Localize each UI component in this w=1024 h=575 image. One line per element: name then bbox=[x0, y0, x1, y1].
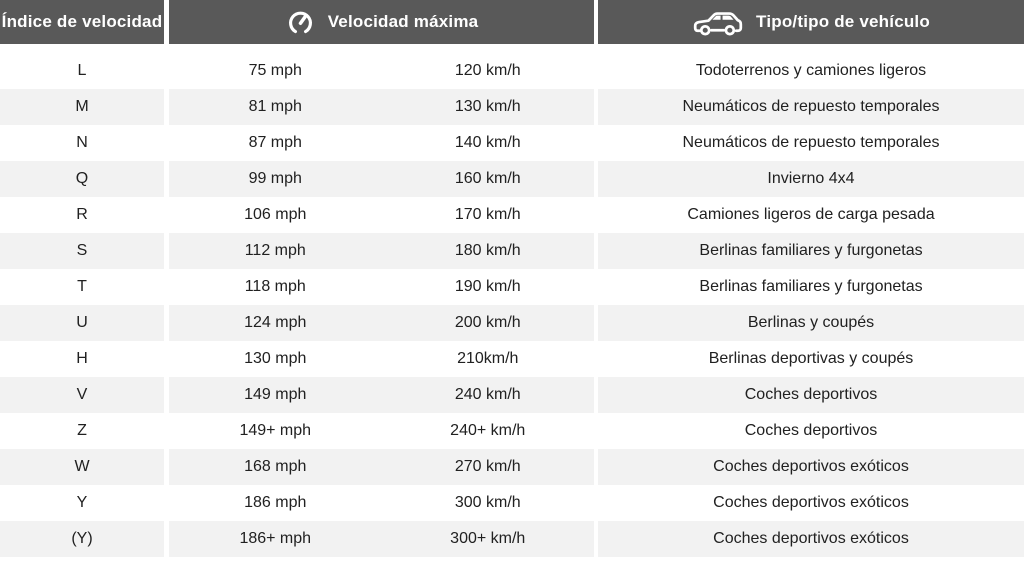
speed-mph: 168 mph bbox=[244, 458, 307, 475]
vehicle-type-cell: Berlinas y coupés bbox=[598, 305, 1024, 341]
vehicle-type-cell: Invierno 4x4 bbox=[598, 161, 1024, 197]
speed-index-cell: L bbox=[0, 53, 164, 89]
speed-index-cell: Z bbox=[0, 413, 164, 449]
speed-mph: 87 mph bbox=[248, 134, 302, 151]
vehicle-type-cell: Coches deportivos exóticos bbox=[598, 521, 1024, 557]
vehicle-type-cell: Todoterrenos y camiones ligeros bbox=[598, 53, 1024, 89]
vehicle-type-cell: Berlinas familiares y furgonetas bbox=[598, 233, 1024, 269]
header-max-speed bbox=[169, 0, 594, 44]
speed-mph: 130 mph bbox=[244, 350, 307, 367]
table-row bbox=[0, 413, 1024, 449]
table-row bbox=[0, 89, 1024, 125]
max-speed-cell bbox=[169, 125, 594, 161]
speed-kmh: 300+ km/h bbox=[450, 530, 526, 547]
speed-kmh: 300 km/h bbox=[454, 494, 521, 511]
speed-index-cell: S bbox=[0, 233, 164, 269]
speed-mph: 124 mph bbox=[244, 314, 307, 331]
speed-mph: 112 mph bbox=[244, 242, 306, 259]
speed-kmh: 170 km/h bbox=[454, 206, 521, 223]
speed-index-cell: (Y) bbox=[0, 521, 164, 557]
table-row bbox=[0, 377, 1024, 413]
speed-index-cell: Y bbox=[0, 485, 164, 521]
header-vehicle-type-label: Tipo/tipo de vehículo bbox=[756, 12, 930, 31]
speed-kmh: 190 km/h bbox=[454, 278, 521, 295]
speed-index-cell: M bbox=[0, 89, 164, 125]
speed-mph: 106 mph bbox=[244, 206, 307, 223]
vehicle-type-cell: Camiones ligeros de carga pesada bbox=[598, 197, 1024, 233]
vehicle-type-cell: Coches deportivos bbox=[598, 377, 1024, 413]
speed-kmh: 130 km/h bbox=[454, 98, 521, 115]
header-max-speed-label: Velocidad máxima bbox=[327, 12, 479, 31]
speed-index-cell: R bbox=[0, 197, 164, 233]
table-row bbox=[0, 485, 1024, 521]
header-vehicle-type bbox=[598, 0, 1024, 44]
speed-mph: 186+ mph bbox=[239, 530, 312, 547]
speed-kmh: 120 km/h bbox=[454, 62, 521, 79]
speed-mph: 186 mph bbox=[244, 494, 307, 511]
car-icon bbox=[692, 7, 744, 38]
speed-mph: 81 mph bbox=[248, 98, 302, 115]
speed-mph: 149+ mph bbox=[239, 422, 312, 439]
max-speed-cell bbox=[169, 413, 594, 449]
speed-index-cell: H bbox=[0, 341, 164, 377]
speed-mph: 149 mph bbox=[244, 386, 307, 403]
max-speed-cell bbox=[169, 161, 594, 197]
table-row bbox=[0, 305, 1024, 341]
vehicle-type-cell: Coches deportivos exóticos bbox=[598, 449, 1024, 485]
table-row bbox=[0, 53, 1024, 89]
speed-index-cell: W bbox=[0, 449, 164, 485]
vehicle-type-cell: Berlinas deportivas y coupés bbox=[598, 341, 1024, 377]
max-speed-cell bbox=[169, 89, 594, 125]
vehicle-type-cell: Coches deportivos bbox=[598, 413, 1024, 449]
speed-index-cell: Q bbox=[0, 161, 164, 197]
speed-mph: 75 mph bbox=[248, 62, 302, 79]
table-row bbox=[0, 341, 1024, 377]
speed-kmh: 210km/h bbox=[457, 350, 519, 367]
vehicle-type-cell: Neumáticos de repuesto temporales bbox=[598, 89, 1024, 125]
max-speed-cell bbox=[169, 197, 594, 233]
speed-kmh: 160 km/h bbox=[454, 170, 521, 187]
table-row bbox=[0, 197, 1024, 233]
header-speed-index-label: Índice de velocidad bbox=[1, 12, 163, 31]
table-row bbox=[0, 125, 1024, 161]
max-speed-cell bbox=[169, 485, 594, 521]
max-speed-cell bbox=[169, 377, 594, 413]
table-row bbox=[0, 449, 1024, 485]
vehicle-type-cell: Berlinas familiares y furgonetas bbox=[598, 269, 1024, 305]
table-row bbox=[0, 269, 1024, 305]
max-speed-cell bbox=[169, 521, 594, 557]
max-speed-cell bbox=[169, 449, 594, 485]
speed-kmh: 270 km/h bbox=[454, 458, 521, 475]
table-row bbox=[0, 161, 1024, 197]
speed-kmh: 200 km/h bbox=[454, 314, 521, 331]
max-speed-cell bbox=[169, 53, 594, 89]
vehicle-type-cell: Neumáticos de repuesto temporales bbox=[598, 125, 1024, 161]
speed-kmh: 240+ km/h bbox=[450, 422, 526, 439]
max-speed-cell bbox=[169, 305, 594, 341]
max-speed-cell bbox=[169, 269, 594, 305]
speed-kmh: 180 km/h bbox=[454, 242, 521, 259]
speed-index-cell: V bbox=[0, 377, 164, 413]
speed-index-cell: N bbox=[0, 125, 164, 161]
speed-kmh: 240 km/h bbox=[454, 386, 521, 403]
speed-index-cell: U bbox=[0, 305, 164, 341]
table-row bbox=[0, 521, 1024, 557]
speed-index-cell: T bbox=[0, 269, 164, 305]
speed-mph: 99 mph bbox=[248, 170, 302, 187]
vehicle-type-cell: Coches deportivos exóticos bbox=[598, 485, 1024, 521]
max-speed-cell bbox=[169, 341, 594, 377]
table-body bbox=[0, 53, 1024, 557]
table-header-row bbox=[0, 0, 1024, 44]
header-speed-index bbox=[0, 0, 164, 44]
speedometer-icon bbox=[285, 8, 316, 37]
speed-mph: 118 mph bbox=[244, 278, 306, 295]
speed-kmh: 140 km/h bbox=[454, 134, 521, 151]
max-speed-cell bbox=[169, 233, 594, 269]
table-row bbox=[0, 233, 1024, 269]
